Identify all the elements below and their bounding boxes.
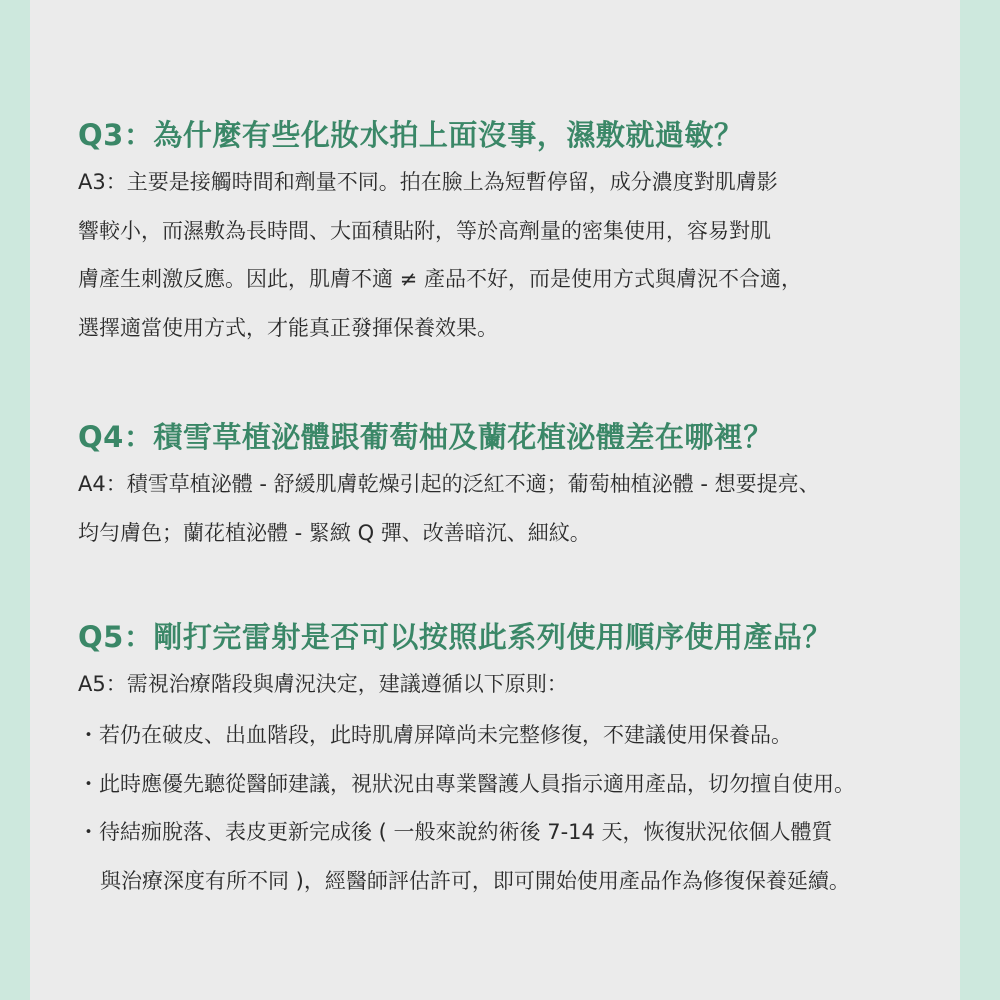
answer-a3 <box>78 158 938 352</box>
bullet-line: ・待結痂脫落、表皮更新完成後 ( 一般來說約術後 7-14 天，恢復狀況依個人體質 <box>78 820 833 844</box>
answer-a3-line: 響較小，而濕敷為長時間、大面積貼附，等於高劑量的密集使用，容易對肌 <box>78 218 771 243</box>
faq-q4 <box>78 417 938 557</box>
answer-a5-intro: A5：需視治療階段與膚況決定，建議遵循以下原則： <box>78 672 568 696</box>
bullet-line: ・此時應優先聽從醫師建議，視狀況由專業醫護人員指示適用產品，切勿擅自使用。 <box>78 771 855 796</box>
question-q5: Q5：剛打完雷射是否可以按照此系列使用順序使用產品？ <box>78 620 832 654</box>
bullet-line: 與治療深度有所不同 )，經醫師評估許可，即可開始使用產品作為修復保養延續。 <box>100 868 850 893</box>
faq-q5 <box>78 617 938 709</box>
answer-a4-line: A4：積雪草植泌體 - 舒緩肌膚乾燥引起的泛紅不適；葡萄柚植泌體 - 想要提亮、 <box>78 472 820 496</box>
bullet-item <box>78 808 948 905</box>
bullet-line: ・若仍在破皮、出血階段，此時肌膚屏障尚未完整修復，不建議使用保養品。 <box>78 723 792 747</box>
answer-a3-line: 膚產生刺激反應。因此，肌膚不適 ≠ 產品不好，而是使用方式與膚況不合適， <box>78 267 802 291</box>
question-q4: Q4：積雪草植泌體跟葡萄柚及蘭花植泌體差在哪裡？ <box>78 420 773 454</box>
answer-a4 <box>78 460 938 557</box>
answer-a5-bullets <box>78 711 948 905</box>
answer-a4-line: 均勻膚色；蘭花植泌體 - 緊緻 Q 彈、改善暗沉、細紋。 <box>78 520 591 545</box>
answer-a5 <box>78 660 938 709</box>
answer-a3-line: A3：主要是接觸時間和劑量不同。拍在臉上為短暫停留，成分濃度對肌膚影 <box>78 170 778 194</box>
bullet-item <box>78 760 948 809</box>
answer-a3-line: 選擇適當使用方式，才能真正發揮保養效果。 <box>78 315 498 340</box>
question-q3: Q3：為什麼有些化妝水拍上面沒事，濕敷就過敏？ <box>78 118 744 152</box>
faq-q3 <box>78 115 938 352</box>
bullet-item <box>78 711 948 760</box>
